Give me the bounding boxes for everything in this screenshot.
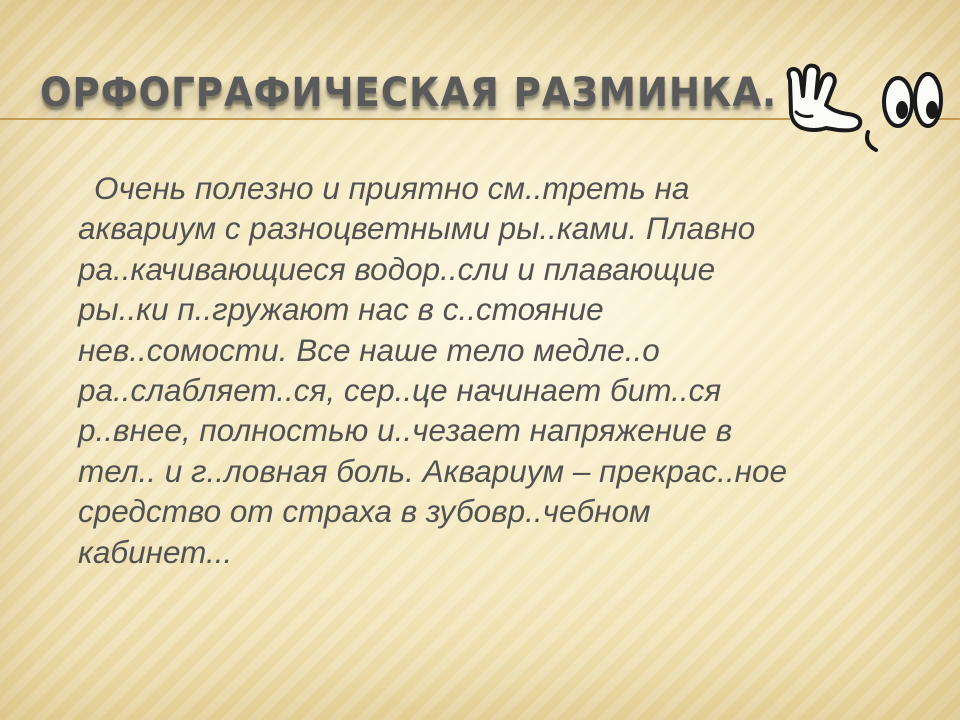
mouth-icon xyxy=(867,132,876,150)
title-underline xyxy=(0,118,790,120)
eyes-icon xyxy=(884,74,941,126)
page-title: ОРФОГРАФИЧЕСКАЯ РАЗМИНКА. xyxy=(40,70,778,116)
exercise-text: Очень полезно и приятно см..треть на аквариум с разноцветными ры..ками. Плавно ра..качивающиеся водор..сли и плавающие ры..ки п..гружают нас в с..стояние нев..сомости. Все наше тело медле..о ра..слабляет..ся, сер..це начинает бит..ся р..внее, полностью и..чезает напряжение в тел.. и г..ловная боль. Аквариум – прекрас..ное средство от страха в зубовр..чебном кабинет... xyxy=(78,170,788,570)
hand-icon xyxy=(789,66,861,131)
cartoon-hand-and-eyes-icon xyxy=(776,60,960,168)
